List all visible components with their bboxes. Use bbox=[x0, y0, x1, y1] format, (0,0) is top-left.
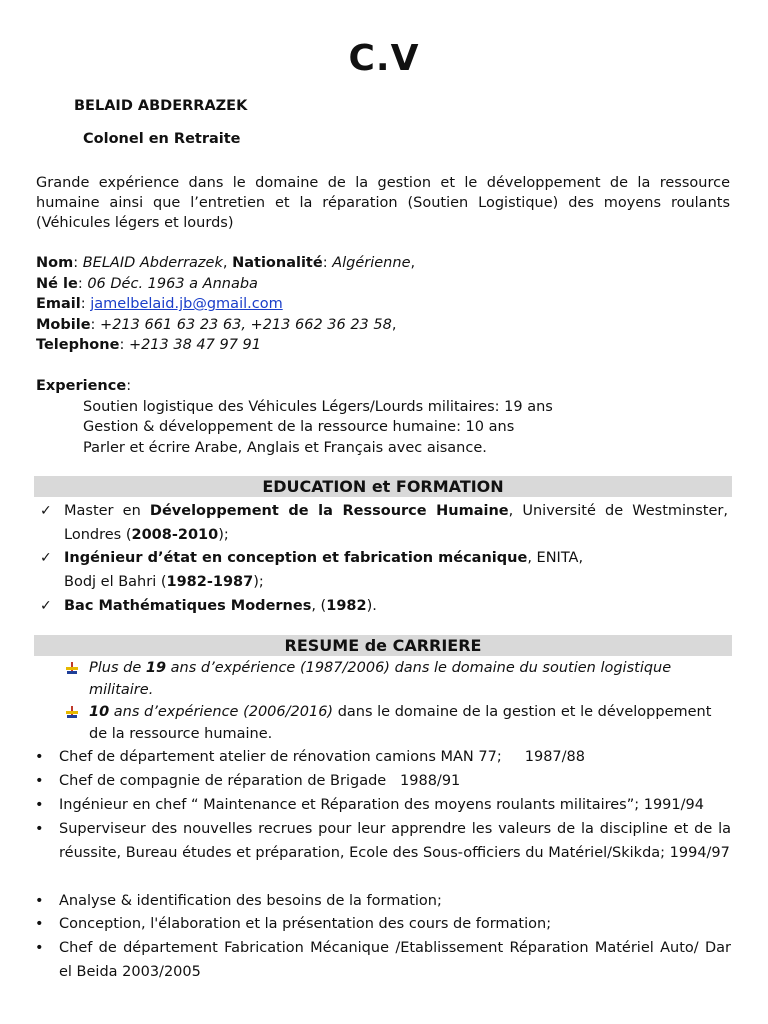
career-item bbox=[35, 770, 731, 794]
career-heading: RESUME de CARRIERE bbox=[34, 635, 732, 656]
nom-value: BELAID Abderrazek bbox=[82, 255, 223, 271]
highlight1-years: 19 bbox=[145, 660, 167, 676]
edu3-post: , ( bbox=[311, 598, 327, 614]
edu2-post: , ENITA, bbox=[527, 550, 584, 566]
edu2-end: ); bbox=[253, 573, 264, 590]
experience-item: Gestion & développement de la ressource humaine: 10 ans bbox=[83, 419, 515, 435]
bullet-icon: • bbox=[35, 749, 44, 765]
career-item bbox=[35, 746, 731, 770]
experience-section: Experience: Soutien logistique des Véhicules Légers/Lourds militaires: 19 ans Gestion & développement de la ressource humaine: 10 ans Parler et écrire Arabe, Anglais et Français avec aisance. bbox=[36, 376, 553, 458]
cv-title: C.V bbox=[348, 38, 420, 79]
ne-label: Né le bbox=[36, 275, 78, 292]
edu3-degree: Bac Mathématiques Modernes bbox=[64, 598, 312, 614]
career-item-text: Analyse & identification des besoins de la formation; bbox=[59, 893, 442, 909]
checkmark-icon: ✓ bbox=[40, 503, 52, 519]
info-row-name: Nom: BELAID Abderrazek, Nationalité: Algérienne, bbox=[36, 255, 416, 271]
career-highlight bbox=[65, 658, 731, 701]
edu1-end: ); bbox=[218, 526, 229, 543]
highlight1-post: ans d’expérience (1987/2006) dans le domaine du soutien logistique militaire. bbox=[89, 660, 672, 698]
career-item-text: Conception, l'élaboration et la présentation des cours de formation; bbox=[59, 916, 552, 932]
bullet-icon: • bbox=[35, 916, 44, 932]
edu1-post: , Université de Westminster, Londres ( bbox=[64, 503, 728, 543]
experience-item: Parler et écrire Arabe, Anglais et Français avec aisance. bbox=[83, 439, 487, 456]
career-item-text: Chef de département Fabrication Mécanique /Etablissement Réparation Matériel Auto/ Dar el Beida 2003/2005 bbox=[59, 940, 731, 980]
pushpin-icon bbox=[65, 706, 79, 720]
education-item bbox=[34, 500, 728, 547]
edu3-years: 1982 bbox=[326, 598, 367, 614]
bullet-icon: • bbox=[35, 821, 44, 837]
bullet-icon: • bbox=[35, 893, 44, 909]
edu1-pre: Master en bbox=[64, 503, 150, 519]
bullet-icon: • bbox=[35, 940, 44, 956]
person-rank: Colonel en Retraite bbox=[83, 131, 241, 147]
personal-info bbox=[36, 253, 415, 356]
email-label: Email bbox=[36, 296, 81, 312]
edu2-place: Bodj el Bahri ( bbox=[64, 573, 167, 590]
nom-label: Nom bbox=[36, 255, 74, 271]
career-highlight bbox=[65, 702, 731, 745]
edu1-degree: Développement de la Ressource Humaine bbox=[149, 503, 509, 519]
experience-item: Soutien logistique des Véhicules Légers/Lourds militaires: 19 ans bbox=[83, 398, 553, 415]
info-row-telephone: Telephone: +213 38 47 97 91 bbox=[36, 337, 262, 353]
career-item bbox=[35, 794, 731, 818]
education-item bbox=[34, 547, 728, 594]
career-item-text: Chef de département atelier de rénovation camions MAN 77; 1987/88 bbox=[59, 749, 585, 765]
education-heading: EDUCATION et FORMATION bbox=[34, 476, 732, 497]
checkmark-icon: ✓ bbox=[40, 550, 52, 566]
mobile-label: Mobile bbox=[36, 316, 91, 333]
edu3-end: ). bbox=[366, 598, 377, 614]
pushpin-icon bbox=[65, 662, 79, 676]
education-item bbox=[34, 595, 728, 619]
bullet-icon: • bbox=[35, 797, 44, 813]
highlight2-years: 10 bbox=[89, 704, 110, 720]
highlight2-period: ans d’expérience (2006/2016) bbox=[109, 704, 334, 720]
person-name: BELAID ABDERRAZEK bbox=[74, 98, 248, 114]
highlight2-post: dans le domaine de la gestion et le développement de la ressource humaine. bbox=[89, 704, 712, 742]
experience-label: Experience bbox=[36, 378, 127, 394]
edu1-years: 2008-2010 bbox=[131, 526, 219, 543]
career-item bbox=[35, 818, 731, 865]
career-item-text: Ingénieur en chef “ Maintenance et Réparation des moyens roulants militaires”; 1991/94 bbox=[59, 797, 704, 813]
mobile-value: +213 661 63 23 63, +213 662 36 23 58 bbox=[100, 316, 392, 333]
career-item-text: Superviseur des nouvelles recrues pour leur apprendre les valeurs de la discipline et de la réussite, Bureau études et préparation, Ecole des Sous-officiers du Matériel/Skikda; 1994/97 bbox=[59, 821, 731, 861]
info-row-birth: Né le: 06 Déc. 1963 a Annaba bbox=[36, 275, 258, 292]
checkmark-icon: ✓ bbox=[40, 598, 52, 614]
ne-value: 06 Déc. 1963 a Annaba bbox=[87, 275, 258, 292]
profile-summary: Grande expérience dans le domaine de la gestion et le développement de la ressource humaine ainsi que l’entretien et la réparation (Soutien Logistique) des moyens roulants (Véhicules légers et lourds) bbox=[36, 175, 730, 231]
telephone-value: +213 38 47 97 91 bbox=[128, 337, 262, 353]
bullet-icon: • bbox=[35, 773, 44, 789]
career-item bbox=[35, 937, 731, 984]
career-item bbox=[35, 913, 731, 937]
career-item-text: Chef de compagnie de réparation de Brigade 1988/91 bbox=[59, 773, 461, 789]
edu2-years: 1982-1987 bbox=[166, 573, 254, 590]
telephone-label: Telephone bbox=[36, 337, 120, 353]
info-row-mobile: Mobile: +213 661 63 23 63, +213 662 36 23 58, bbox=[36, 316, 397, 333]
email-link[interactable]: jamelbelaid.jb@gmail.com bbox=[90, 296, 283, 312]
info-row-email: Email: jamelbelaid.jb@gmail.com bbox=[36, 296, 283, 312]
edu2-degree: Ingénieur d’état en conception et fabrication mécanique bbox=[64, 550, 528, 566]
nationalite-value: Algérienne bbox=[332, 255, 411, 271]
nationalite-label: Nationalité bbox=[232, 255, 323, 271]
highlight1-pre: Plus de bbox=[89, 660, 146, 676]
career-item bbox=[35, 890, 731, 914]
